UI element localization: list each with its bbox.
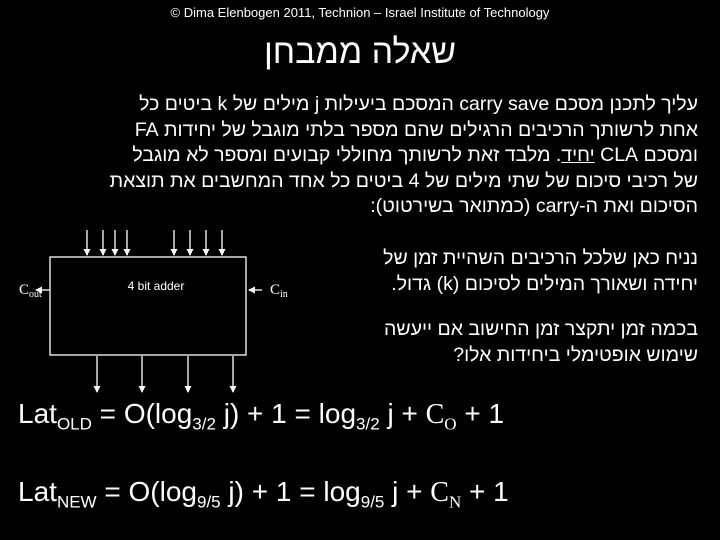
assumption-line-2: יחידה ושאורך המילים לסיכום (k) גדול.	[391, 272, 698, 295]
problem-line-3-underlined: יחיד	[561, 144, 595, 166]
problem-line-3	[8, 143, 698, 169]
formula-old-part1: = O(log	[91, 398, 193, 429]
formula-new-part1: = O(log	[96, 476, 197, 507]
formula-new-part3: j +	[384, 476, 431, 507]
adder-diagram	[0, 228, 320, 396]
formula-old-part3: j +	[379, 398, 426, 429]
formula-latency-new	[18, 476, 509, 513]
formula-old-base: 3/2	[192, 414, 216, 434]
cin-label	[270, 282, 288, 300]
problem-line-3-rest: . מלבד זאת לרשותך מחוללי קבועים ומספר לא מוגבל	[132, 144, 562, 166]
formula-new-base: 9/5	[197, 492, 221, 512]
formula-old-c: C	[425, 399, 445, 430]
question-line-2: שימוש אופטימלי ביחידות אלו?	[453, 343, 698, 366]
question-line-1: בכמה זמן יתקצר זמן החישוב אם ייעשה	[384, 318, 698, 340]
output-arrows	[97, 356, 233, 392]
formula-new-lat: Lat	[18, 476, 57, 507]
assumption-text	[318, 246, 698, 297]
formula-old-part4: + 1	[456, 398, 505, 429]
formula-old-lat: Lat	[18, 398, 57, 429]
cin-subscript: in	[280, 289, 288, 300]
formula-new-base2: 9/5	[360, 492, 385, 512]
cin-main: C	[270, 282, 281, 298]
formula-new-c-sub: N	[448, 492, 462, 512]
formula-old-lat-sub: OLD	[56, 414, 92, 434]
formula-latency-old	[18, 398, 504, 435]
problem-line-4: של רכיבי סיכום של שתי מילים של 4 ביטים כל אחד המחשבים את תוצאת	[109, 169, 698, 192]
cout-label	[19, 282, 42, 300]
problem-line-3-prefix: ומסכם CLA	[600, 144, 698, 166]
cout-main: C	[19, 282, 30, 298]
formula-new-part2: j) + 1 = log	[220, 476, 361, 507]
input-arrows	[87, 230, 222, 255]
adder-label: 4 bit adder	[127, 279, 185, 293]
adder-box	[50, 257, 246, 355]
cout-subscript: out	[29, 289, 42, 300]
formula-new-lat-sub: NEW	[56, 492, 97, 512]
assumption-line-1: נניח כאן שלכל הרכיבים השהיית זמן של	[383, 247, 698, 269]
problem-line-2: אחת לרשותך הרכיבים הרגילים שהם מספר בלתי מוגבל של יחידות FA	[134, 118, 698, 141]
copyright-notice: © Dima Elenbogen 2011, Technion – Israel Institute of Technology	[170, 5, 550, 20]
problem-line-5: הסיכום ואת ה-carry (כמתואר בשירטוט):	[370, 195, 698, 217]
problem-statement	[8, 92, 698, 220]
formula-old-base2: 3/2	[356, 414, 380, 434]
question-text	[318, 317, 698, 368]
formula-old-c-sub: O	[444, 414, 457, 434]
slide-title: שאלה ממבחן	[263, 33, 457, 71]
formula-new-c: C	[430, 477, 449, 508]
problem-line-1: עליך לתכנן מסכם carry save המסכם ביעילות j מילים של k ביטים כל	[139, 93, 698, 115]
formula-old-part2: j) + 1 = log	[215, 398, 357, 429]
formula-new-part4: + 1	[461, 476, 509, 507]
